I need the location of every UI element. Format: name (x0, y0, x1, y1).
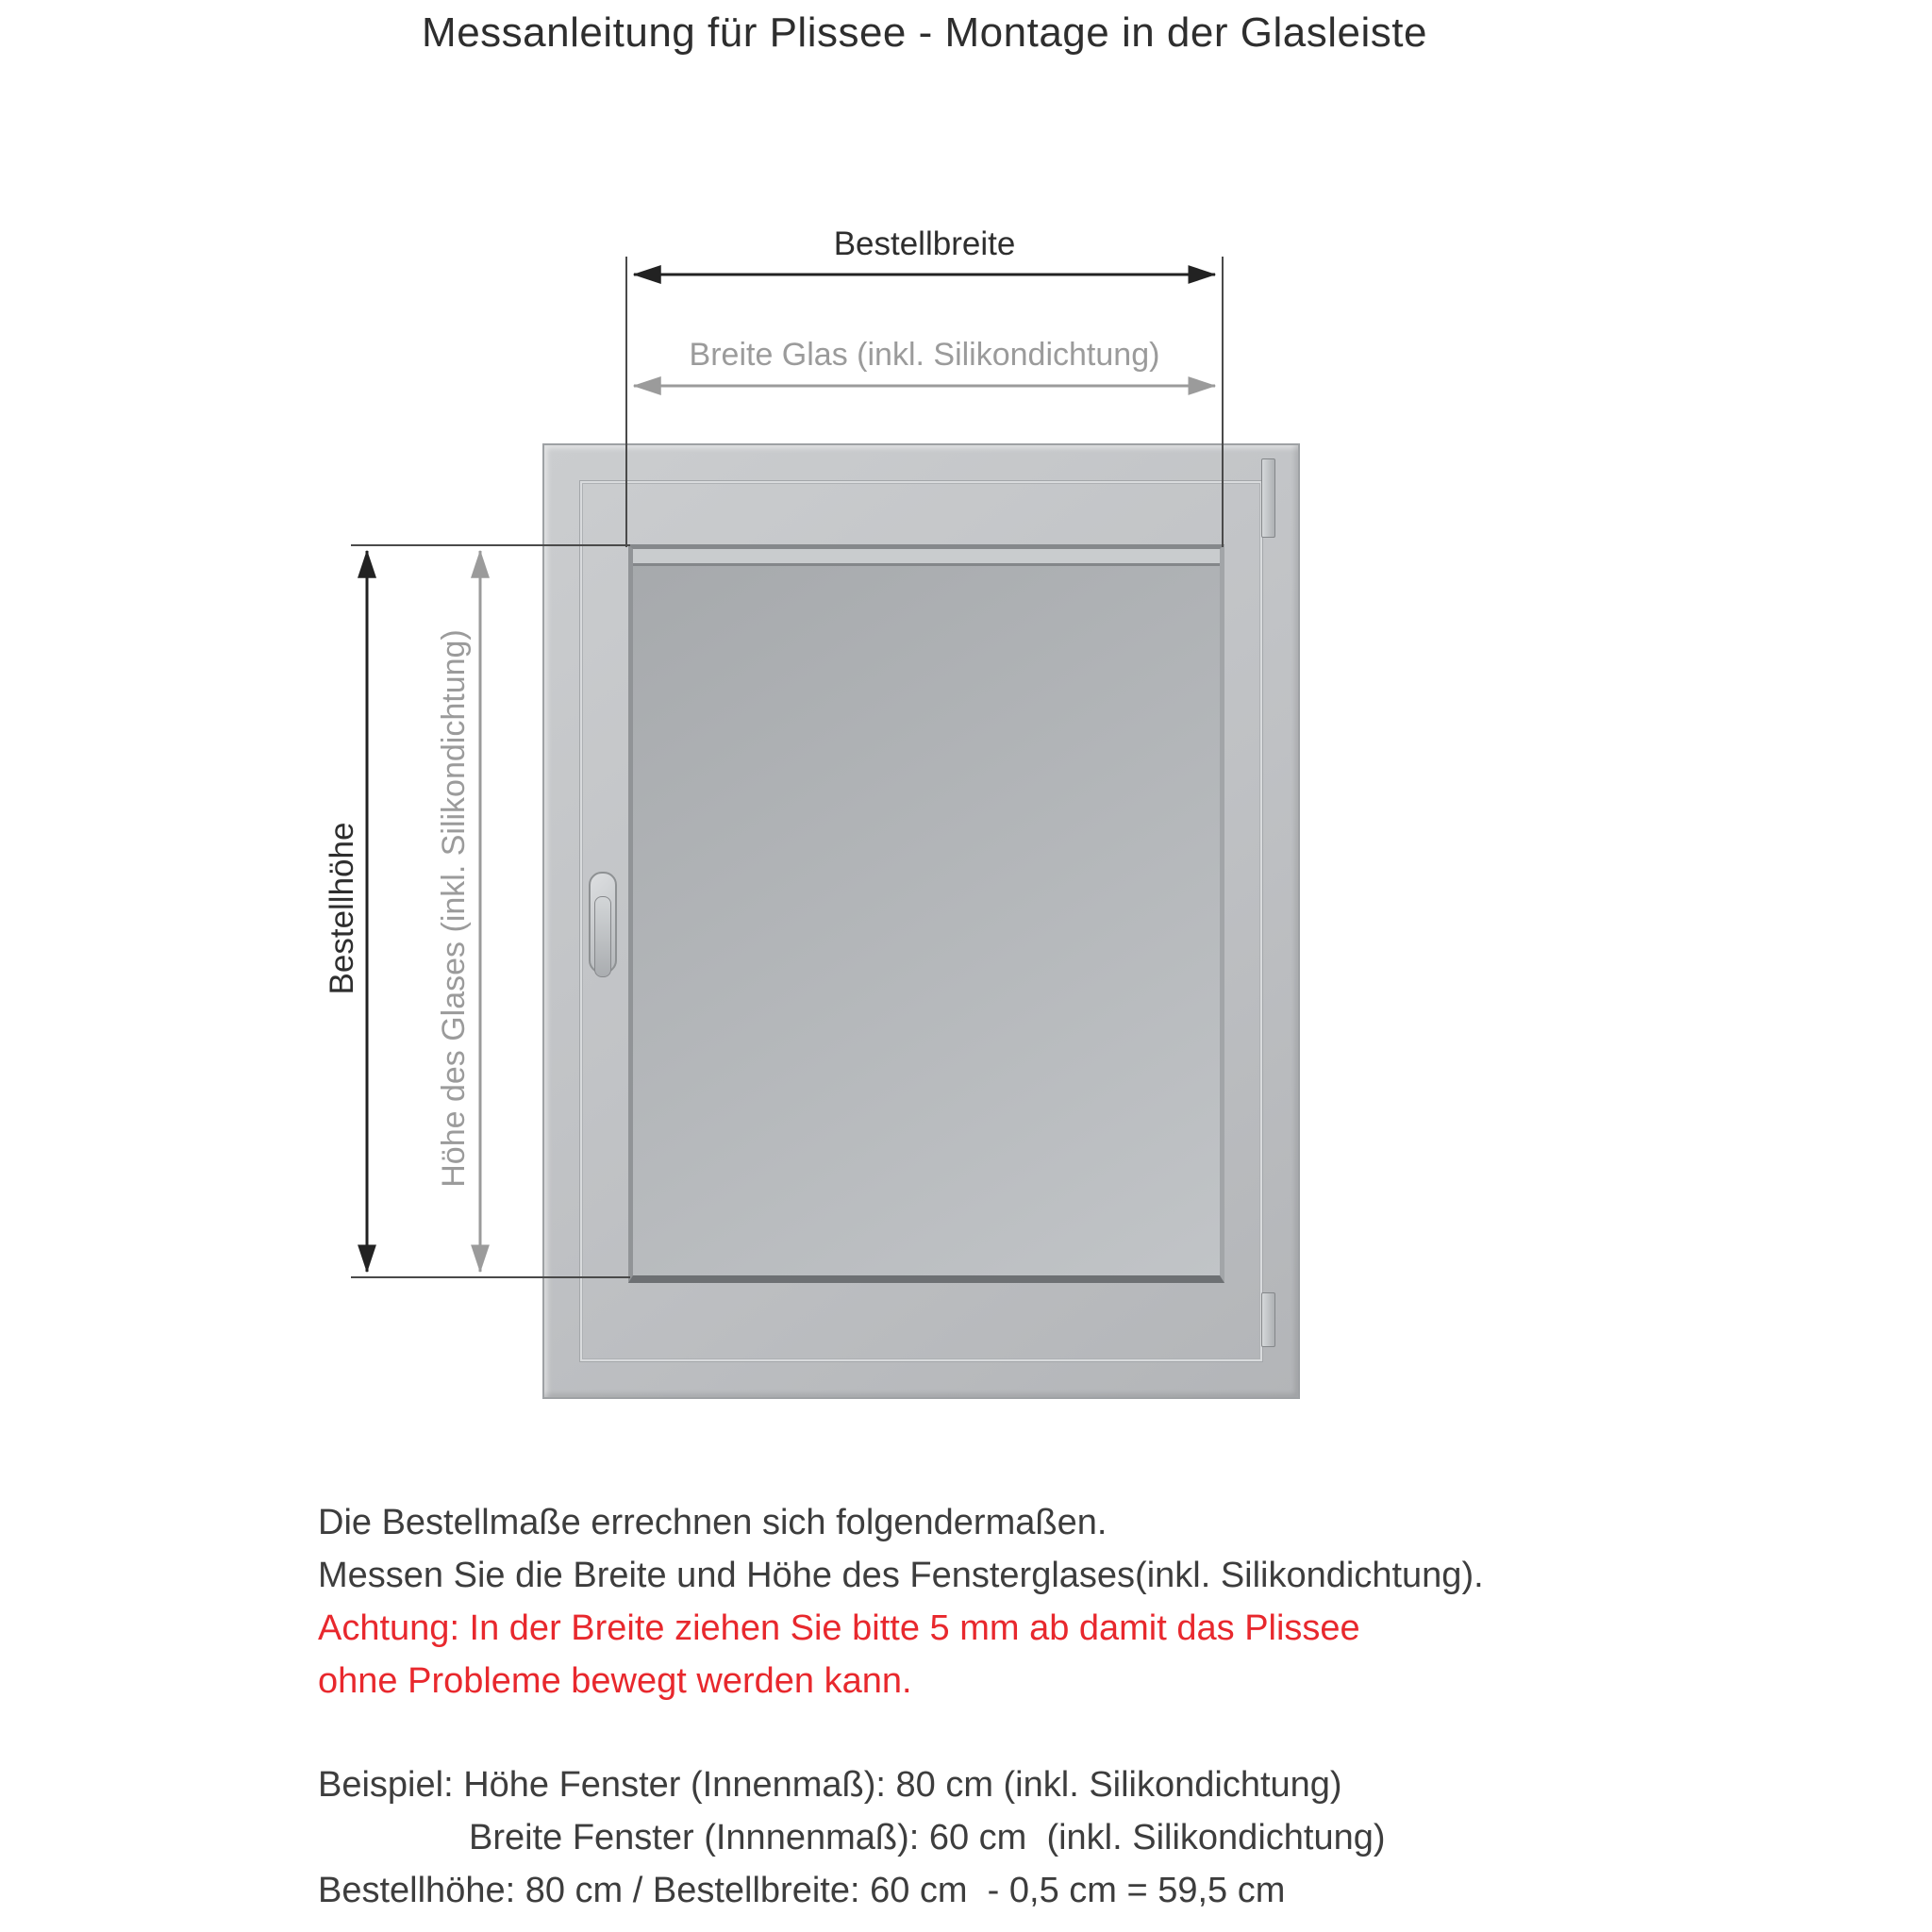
plissee-top-rail (633, 549, 1220, 566)
example-line-2: Breite Fenster (Innnenmaß): 60 cm (inkl. Silikondichtung) (469, 1818, 1386, 1857)
instructions-text (318, 1496, 1846, 1917)
warning-line-1: Achtung: In der Breite ziehen Sie bitte 5 mm ab damit das Plissee (318, 1608, 1360, 1648)
label-order-height: Bestellhöhe (324, 822, 360, 995)
label-glass-width: Breite Glas (inkl. Silikondichtung) (689, 337, 1160, 373)
window-handle (589, 872, 619, 983)
window-glass (628, 544, 1224, 1283)
hinge-bottom-icon (1261, 1292, 1275, 1347)
instruction-line-2: Messen Sie die Breite und Höhe des Fensterglases(inkl. Silikondichtung). (318, 1556, 1484, 1595)
example-line-1: Beispiel: Höhe Fenster (Innenmaß): 80 cm (inkl. Silikondichtung) (318, 1765, 1342, 1805)
hinge-top-icon (1261, 458, 1275, 538)
label-glass-height: Höhe des Glases (inkl. Silikondichtung) (436, 629, 472, 1188)
label-order-width: Bestellbreite (833, 225, 1016, 262)
instruction-line-1: Die Bestellmaße errechnen sich folgendermaßen. (318, 1503, 1108, 1542)
example-line-3: Bestellhöhe: 80 cm / Bestellbreite: 60 cm - 0,5 cm = 59,5 cm (318, 1871, 1286, 1910)
window-frame (542, 443, 1300, 1399)
warning-line-2: ohne Probleme bewegt werden kann. (318, 1661, 912, 1701)
page-title: Messanleitung für Plissee - Montage in der Glasleiste (422, 9, 1427, 56)
window-handle-grip (594, 896, 611, 977)
